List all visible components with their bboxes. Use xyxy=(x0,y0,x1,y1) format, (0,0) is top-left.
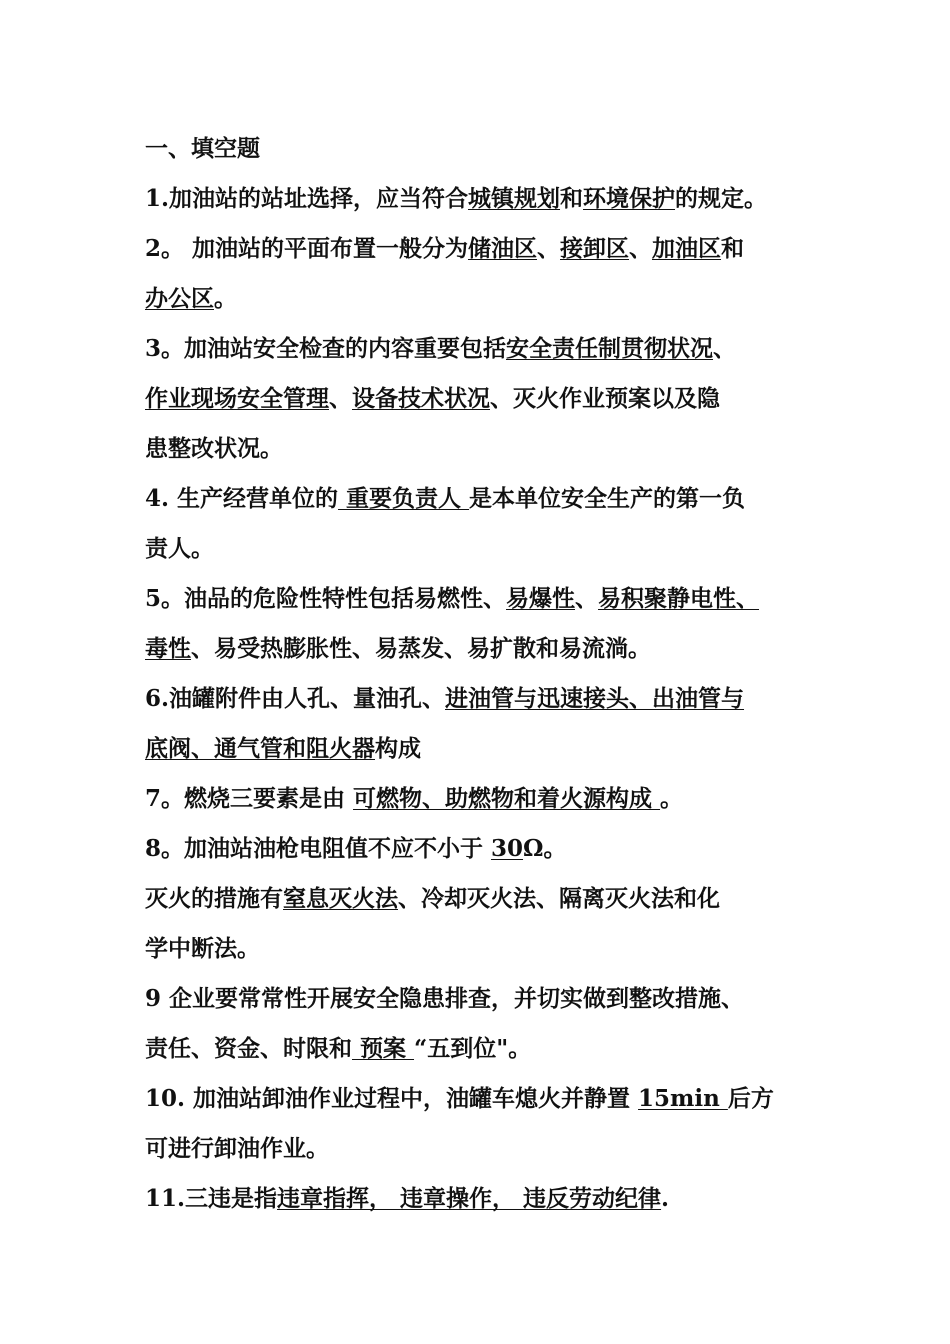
text-segment: 的规定。 xyxy=(675,185,768,212)
answer-blank: 15min xyxy=(638,1085,728,1112)
answer-blank: 重要负责人 xyxy=(338,485,470,512)
text-segment: 1.加油站的站址选择，应当符合 xyxy=(145,185,469,212)
text-line xyxy=(145,1074,845,1124)
text-segment: 患整改状况。 xyxy=(145,435,283,462)
answer-blank: 环境保护 xyxy=(583,185,676,212)
fill-in-blank-section xyxy=(145,124,845,1224)
answer-blank: 设备技术状况 xyxy=(352,385,490,412)
text-segment: 和 xyxy=(721,235,745,262)
text-line xyxy=(145,424,845,474)
text-line xyxy=(145,624,845,674)
answer-blank: 30 xyxy=(491,835,524,862)
text-segment: 是本单位安全生产的第一负 xyxy=(469,485,746,512)
text-segment: 、 xyxy=(629,235,653,262)
text-segment: 灭火的措施有 xyxy=(145,885,283,912)
answer-blank: 违章指挥， xyxy=(277,1185,401,1212)
answer-blank: 可燃物、助燃物和着火源构成 xyxy=(353,785,661,812)
text-line xyxy=(145,474,845,524)
text-segment: 责人。 xyxy=(145,535,214,562)
text-line xyxy=(145,1024,845,1074)
answer-blank: 违反劳动纪律 xyxy=(523,1185,662,1212)
text-line xyxy=(145,324,845,374)
text-segment: 后方 xyxy=(727,1085,774,1112)
answer-blank: 办公区 xyxy=(145,285,214,312)
answer-blank: 预案 xyxy=(352,1035,415,1062)
text-segment: 三违是指 xyxy=(185,1185,278,1212)
text-line xyxy=(145,774,845,824)
text-segment: 、冷却灭火法、隔离灭火法和化 xyxy=(398,885,720,912)
text-segment: 。 xyxy=(660,785,684,812)
text-segment: . xyxy=(661,1185,670,1212)
text-segment: 构成 xyxy=(375,735,421,762)
text-line xyxy=(145,874,845,924)
text-segment: 、 xyxy=(713,335,737,362)
text-segment: 2。 加油站的平面布置一般分为 xyxy=(145,235,469,262)
answer-blank: 易爆性 xyxy=(506,585,576,612)
text-segment: 、灭火作业预案以及隐 xyxy=(490,385,720,412)
text-segment: Ω。 xyxy=(523,835,567,862)
answer-blank: 作业现场安全管理 xyxy=(145,385,329,412)
text-segment: 可进行卸油作业。 xyxy=(145,1135,329,1162)
text-line xyxy=(145,574,845,624)
text-line xyxy=(145,524,845,574)
text-segment: 7。燃烧三要素是由 xyxy=(145,785,354,812)
text-line xyxy=(145,224,845,274)
text-segment: 、 xyxy=(575,585,599,612)
text-line xyxy=(145,674,845,724)
text-segment: 和 xyxy=(560,185,584,212)
text-line xyxy=(145,174,845,224)
answer-blank: 易积聚静电性、 xyxy=(598,585,760,612)
text-segment: 3。加油站安全检查的内容重要包括 xyxy=(145,335,507,362)
text-line xyxy=(145,724,845,774)
text-segment: 9 企业要常常性开展安全隐患排查，并切实做到整改措施、 xyxy=(145,985,745,1012)
answer-blank: 底阀、通气管和阻火器 xyxy=(145,735,375,762)
answer-blank: 进油管与迅速接头、出油管与 xyxy=(445,685,745,712)
text-segment: 学中断法。 xyxy=(145,935,260,962)
answer-blank: 窒息灭火法 xyxy=(283,885,398,912)
text-line xyxy=(145,824,845,874)
text-line xyxy=(145,1124,845,1174)
text-segment: 11. xyxy=(145,1185,186,1212)
text-segment: 8。加油站油枪电阻值不应不小于 xyxy=(145,835,492,862)
answer-blank: 安全责任制贯彻状况 xyxy=(506,335,714,362)
text-segment: 。 xyxy=(214,285,237,312)
text-line xyxy=(145,974,845,1024)
text-segment: 、 xyxy=(329,385,352,412)
text-segment: 5。油品的危险性特性包括易燃性、 xyxy=(145,585,507,612)
answer-blank: 储油区 xyxy=(468,235,538,262)
answer-blank: 毒性 xyxy=(145,635,191,662)
section-title: 一、填空题 xyxy=(145,135,260,162)
text-line xyxy=(145,274,845,324)
answer-blank: 违章操作， xyxy=(400,1185,524,1212)
answer-blank: 接卸区 xyxy=(560,235,630,262)
text-segment: 、易受热膨胀性、易蒸发、易扩散和易流淌。 xyxy=(191,635,651,662)
answer-blank: 城镇规划 xyxy=(468,185,561,212)
text-segment: 10. 加油站卸油作业过程中，油罐车熄火并静置 xyxy=(145,1085,639,1112)
text-segment: 责任、资金、时限和 xyxy=(145,1035,352,1062)
text-line xyxy=(145,374,845,424)
text-line xyxy=(145,924,845,974)
answer-blank: 加油区 xyxy=(652,235,722,262)
text-segment: 4. 生产经营单位的 xyxy=(145,485,339,512)
text-segment: 6.油罐附件由人孔、量油孔、 xyxy=(145,685,446,712)
text-line xyxy=(145,1174,845,1224)
text-segment: “五到位"。 xyxy=(414,1035,532,1062)
text-segment: 、 xyxy=(537,235,561,262)
